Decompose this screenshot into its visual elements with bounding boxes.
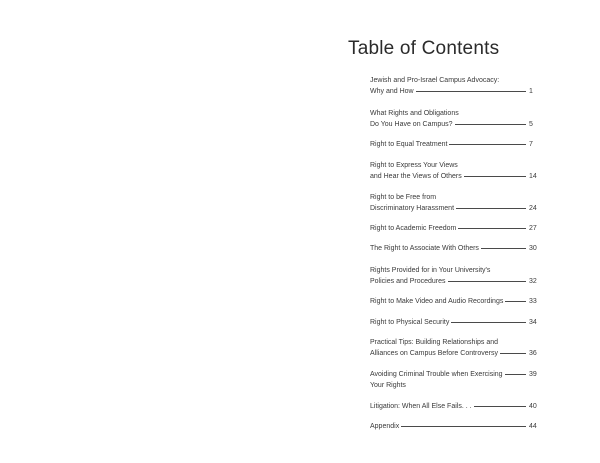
toc-entry[interactable] <box>370 369 538 391</box>
toc-page-number: 36 <box>529 350 537 357</box>
toc-page-number: 33 <box>529 298 537 305</box>
toc-entry[interactable] <box>370 243 538 254</box>
toc-entry-line <box>370 119 538 130</box>
toc-entry-text: Alliances on Campus Before Controversy <box>370 350 499 357</box>
toc-entry-line <box>370 401 538 412</box>
toc-entry[interactable] <box>370 421 538 432</box>
toc-entry-text: Your Rights <box>370 382 406 389</box>
toc-entry-text: The Right to Associate With Others <box>370 245 479 252</box>
toc-entry-line <box>370 139 538 150</box>
toc-entry-line <box>370 108 538 119</box>
toc-entry-line <box>370 337 538 348</box>
toc-entry-text: Right to Physical Security <box>370 319 450 326</box>
toc-entry-text: Right to Equal Treatment <box>370 141 448 148</box>
toc-page-number: 7 <box>529 141 533 148</box>
toc-entry-line <box>370 86 538 97</box>
toc-entry-line <box>370 380 538 391</box>
toc-leader-rule <box>481 248 526 249</box>
toc-entry-text: Right to Make Video and Audio Recordings <box>370 298 504 305</box>
toc-entry-text: Right to be Free from <box>370 194 437 201</box>
toc-entry[interactable] <box>370 223 538 234</box>
toc-leader-rule <box>456 208 526 209</box>
toc-page-number: 39 <box>529 371 537 378</box>
toc-page-number: 5 <box>529 121 533 128</box>
toc-entry[interactable] <box>370 139 538 150</box>
toc-entry[interactable] <box>370 296 538 307</box>
toc-entry[interactable] <box>370 317 538 328</box>
toc-leader-rule <box>500 353 526 354</box>
toc-entry-text: Right to Express Your Views <box>370 162 458 169</box>
toc-entry-line <box>370 421 538 432</box>
toc-entry-line <box>370 203 538 214</box>
toc-leader-rule <box>451 322 526 323</box>
toc-entry-text: Do You Have on Campus? <box>370 121 453 128</box>
toc-leader-rule <box>474 406 526 407</box>
page-title: Table of Contents <box>348 38 500 59</box>
toc-entry-text: Avoiding Criminal Trouble when Exercising <box>370 371 503 378</box>
toc-entry-line <box>370 75 538 86</box>
toc-entry-text: Practical Tips: Building Relationships and <box>370 339 499 346</box>
toc-entry[interactable] <box>370 108 538 130</box>
toc-leader-rule <box>401 426 526 427</box>
toc-entry-text: Discriminatory Harassment <box>370 205 455 212</box>
toc-entry-line <box>370 265 538 276</box>
toc-page-number: 24 <box>529 205 537 212</box>
toc-entry-text: Appendix <box>370 423 400 430</box>
toc-page-number: 44 <box>529 423 537 430</box>
toc-entry[interactable] <box>370 401 538 412</box>
toc-entry-line <box>370 317 538 328</box>
toc-entry[interactable] <box>370 160 538 182</box>
toc-entry-line <box>370 243 538 254</box>
toc-entry[interactable] <box>370 265 538 287</box>
toc-entry-line <box>370 369 538 380</box>
toc-entry-text: Right to Academic Freedom <box>370 225 457 232</box>
toc-leader-rule <box>464 176 526 177</box>
toc-entry-line <box>370 192 538 203</box>
toc-entry-text: Litigation: When All Else Fails. . . <box>370 403 472 410</box>
toc-entry-line <box>370 223 538 234</box>
toc-entry-text: Why and How <box>370 88 414 95</box>
toc-leader-rule <box>416 91 526 92</box>
toc-entry-text: Policies and Procedures <box>370 278 446 285</box>
toc-page-number: 1 <box>529 88 533 95</box>
toc-page-number: 40 <box>529 403 537 410</box>
toc-entry-text: Rights Provided for in Your University's <box>370 267 491 274</box>
toc-page-number: 27 <box>529 225 537 232</box>
toc-page-number: 30 <box>529 245 537 252</box>
toc-entry-text: Jewish and Pro-Israel Campus Advocacy: <box>370 77 500 84</box>
toc-leader-rule <box>455 124 527 125</box>
toc-entry-line <box>370 276 538 287</box>
toc-entry-line <box>370 171 538 182</box>
toc-entry-line <box>370 296 538 307</box>
toc-leader-rule <box>505 374 526 375</box>
toc-leader-rule <box>505 301 526 302</box>
toc-entry[interactable] <box>370 337 538 359</box>
toc-entry[interactable] <box>370 75 538 97</box>
toc-page-number: 34 <box>529 319 537 326</box>
toc-leader-rule <box>449 144 526 145</box>
toc-entry-text: What Rights and Obligations <box>370 110 459 117</box>
toc-page-number: 14 <box>529 173 537 180</box>
toc-leader-rule <box>458 228 526 229</box>
toc-entry-text: and Hear the Views of Others <box>370 173 462 180</box>
toc-entry[interactable] <box>370 192 538 214</box>
toc-page-number: 32 <box>529 278 537 285</box>
toc-leader-rule <box>448 281 527 282</box>
toc-entry-line <box>370 348 538 359</box>
toc-entry-line <box>370 160 538 171</box>
